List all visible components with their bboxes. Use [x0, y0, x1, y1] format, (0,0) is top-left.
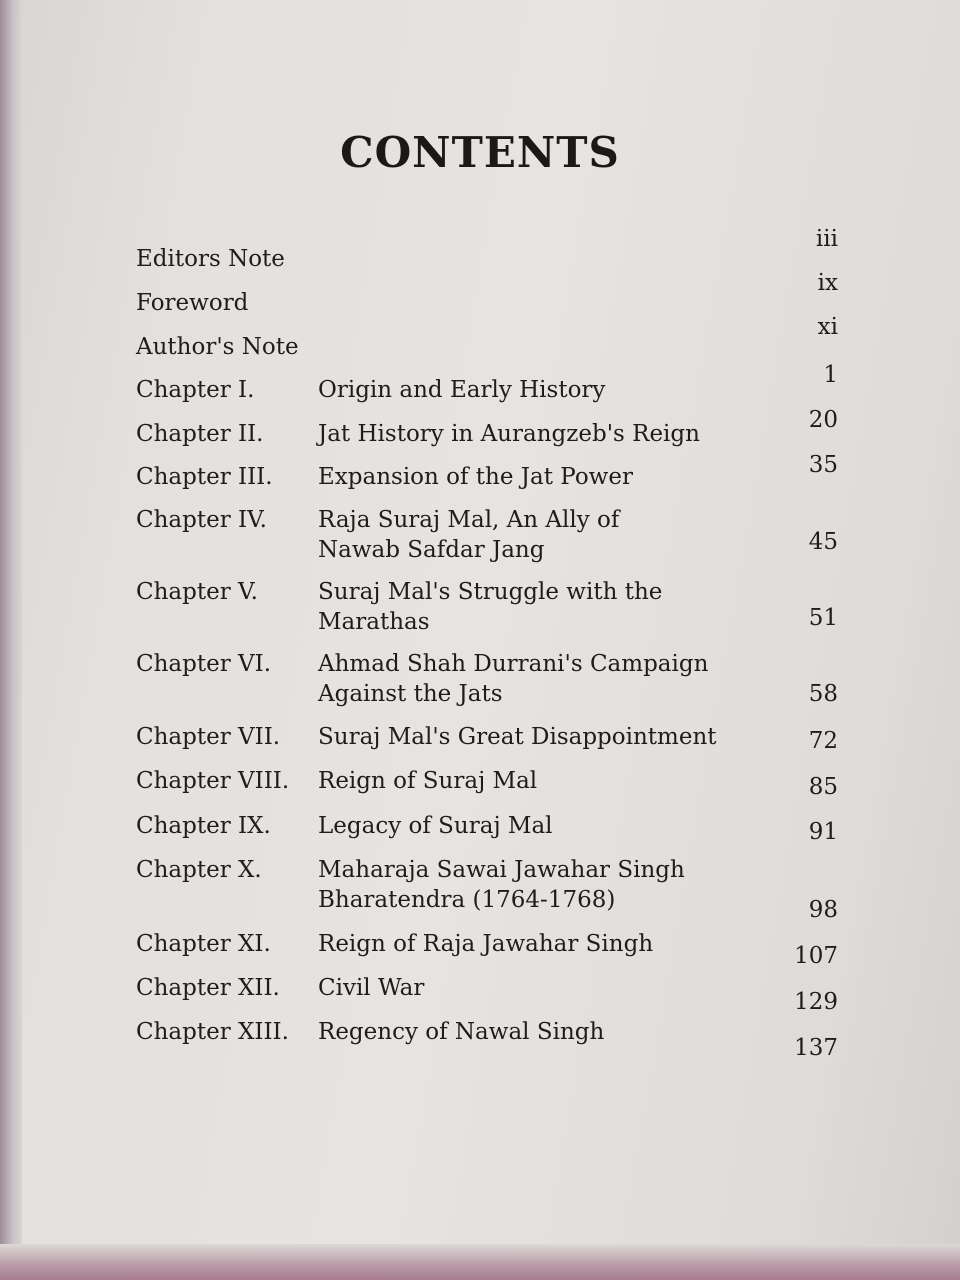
toc-page-number: 98 — [808, 897, 838, 923]
toc-page-number: 1 — [823, 362, 838, 388]
toc-title: Legacy of Suraj Mal — [318, 813, 553, 839]
toc-page-number: 35 — [808, 452, 838, 478]
toc-label: Author's Note — [136, 334, 299, 360]
toc-label: Chapter V. — [136, 579, 258, 605]
toc-page-number: xi — [817, 314, 838, 340]
toc-label: Chapter II. — [136, 421, 264, 447]
toc-label: Foreword — [136, 290, 249, 316]
toc-title: Regency of Nawal Singh — [318, 1019, 605, 1045]
page-title: CONTENTS — [340, 128, 620, 177]
toc-page-number: 20 — [808, 407, 838, 433]
toc-title: Origin and Early History — [318, 377, 606, 403]
toc-label: Chapter XIII. — [136, 1019, 289, 1045]
toc-page-number: 107 — [794, 943, 838, 969]
book-cover-bottom — [0, 1244, 960, 1280]
toc-page-number: ix — [817, 270, 838, 296]
toc-label: Chapter XII. — [136, 975, 280, 1001]
toc-title: Jat History in Aurangzeb's Reign — [318, 421, 700, 447]
toc-title: Maharaja Sawai Jawahar Singh Bharatendra (1764-1768) — [318, 857, 685, 913]
toc-page-number: 51 — [808, 605, 838, 631]
toc-title: Suraj Mal's Great Disappointment — [318, 724, 717, 750]
toc-title: Suraj Mal's Struggle with the Marathas — [318, 579, 663, 635]
toc-label: Chapter VII. — [136, 724, 281, 750]
toc-page-number: 137 — [794, 1035, 838, 1061]
toc-page-number: 72 — [808, 728, 838, 754]
book-cover-edge — [0, 0, 22, 1280]
toc-page-number: 45 — [808, 529, 838, 555]
toc-title: Expansion of the Jat Power — [318, 464, 633, 490]
toc-label: Chapter XI. — [136, 931, 271, 957]
toc-label: Chapter VI. — [136, 651, 272, 677]
toc-title: Reign of Suraj Mal — [318, 768, 538, 794]
toc-label: Chapter III. — [136, 464, 273, 490]
toc-title: Raja Suraj Mal, An Ally of Nawab Safdar Jang — [318, 507, 620, 563]
toc-page-number: 91 — [808, 819, 838, 845]
toc-label: Chapter IV. — [136, 507, 267, 533]
toc-title: Ahmad Shah Durrani's Campaign Against the Jats — [318, 651, 709, 707]
toc-label: Editors Note — [136, 246, 285, 272]
toc-page-number: 129 — [794, 989, 838, 1015]
toc-title: Reign of Raja Jawahar Singh — [318, 931, 654, 957]
toc-label: Chapter IX. — [136, 813, 271, 839]
toc-label: Chapter VIII. — [136, 768, 290, 794]
toc-title: Civil War — [318, 975, 425, 1001]
toc-page-number: 58 — [808, 681, 838, 707]
toc-page-number: iii — [815, 226, 838, 252]
toc-label: Chapter X. — [136, 857, 262, 883]
toc-label: Chapter I. — [136, 377, 255, 403]
toc-page-number: 85 — [808, 774, 838, 800]
